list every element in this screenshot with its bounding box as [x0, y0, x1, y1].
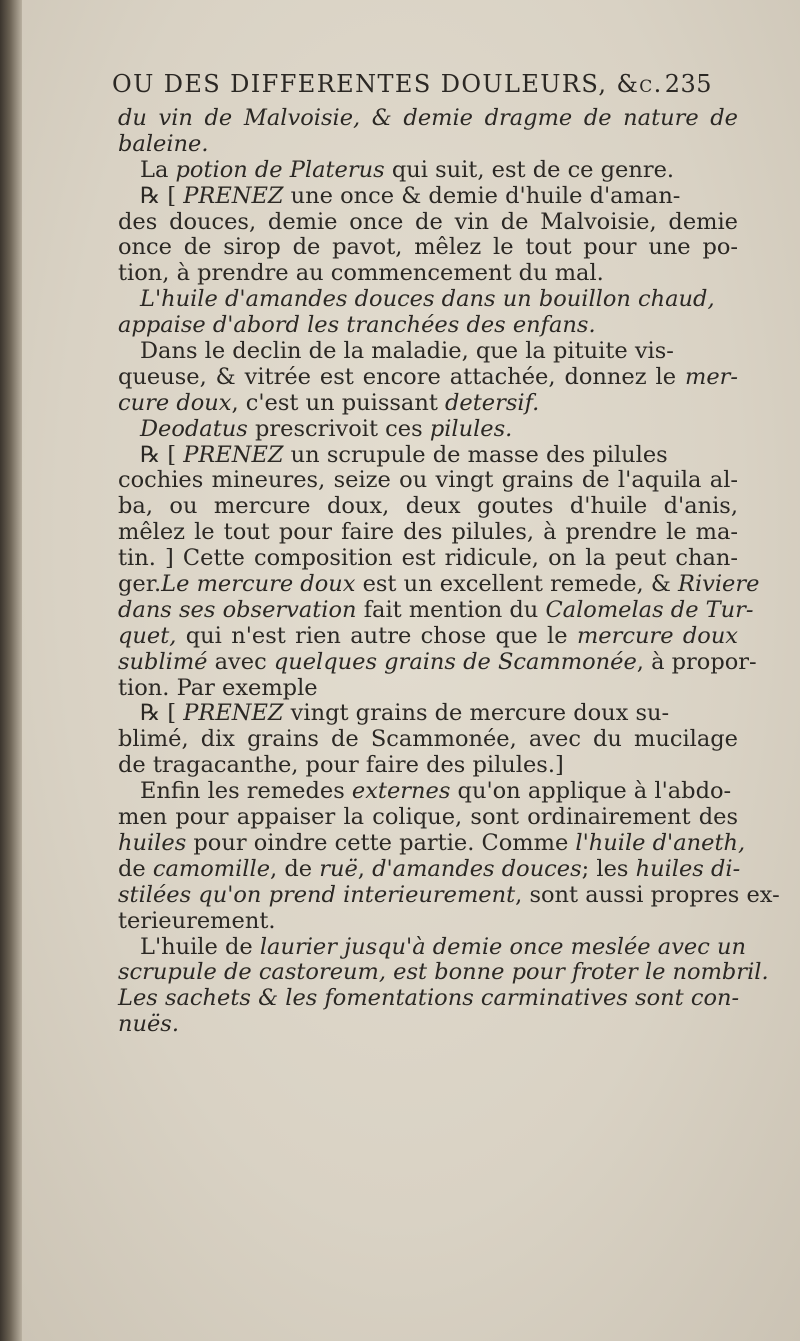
italic-run: cure doux — [118, 389, 232, 416]
italic-run: Deodatus — [140, 415, 248, 442]
text-line — [118, 158, 738, 184]
text-line — [118, 779, 738, 805]
roman-run: fait mention du — [356, 596, 546, 623]
text-line — [118, 881, 780, 909]
text-line — [118, 287, 738, 313]
text-line — [118, 855, 741, 883]
roman-run: , à propor- — [636, 648, 757, 675]
italic-run: d'amandes douces — [372, 855, 582, 882]
text-line — [118, 365, 738, 391]
italic-run: laurier jusqu'à demie once meslée avec un — [259, 933, 746, 960]
text-line — [118, 261, 738, 287]
text-line — [118, 596, 754, 624]
italic-run: huiles di- — [635, 855, 741, 882]
italic-run: Calomelas de Tur- — [545, 596, 754, 623]
text-line — [118, 443, 738, 469]
italic-run: quelques grains de Scammonée — [273, 648, 637, 675]
italic-run: appaise d'abord les tranchées des enfans. — [118, 312, 596, 339]
roman-run: de tragacanthe, pour faire des pilules.] — [118, 752, 564, 779]
italic-run: l'huile d'aneth, — [575, 829, 746, 856]
roman-run: , — [357, 855, 373, 882]
text-line — [118, 339, 738, 365]
roman-run: once de sirop de pavot, mêlez le tout pour une po- — [118, 234, 738, 261]
italic-run: huiles — [118, 829, 187, 856]
italic-run: scrupule de castoreum, est bonne pour froter le nombril. — [118, 959, 769, 986]
italic-run: baleine. — [118, 130, 209, 157]
roman-run: des douces, demie once de vin de Malvoisie, demie — [118, 208, 738, 235]
italic-run: du vin de Malvoisie, & demie dragme de nature de — [118, 105, 738, 131]
italic-run: stilées qu'on prend interieurement — [118, 881, 516, 908]
italic-run: Riviere — [678, 571, 760, 598]
italic-run: PRENEZ — [183, 700, 284, 727]
italic-run: Le mercure doux — [161, 571, 356, 598]
roman-run: pour oindre cette partie. Comme — [186, 829, 576, 856]
roman-run: vingt grains de mercure doux su- — [283, 700, 670, 727]
italic-run: mer- — [684, 363, 738, 390]
page-number: 235 — [664, 70, 712, 98]
italic-run: quet, — [118, 622, 177, 649]
page-header — [112, 70, 712, 98]
roman-run: ba, ou mercure doux, deux goutes d'huile d'anis, — [118, 493, 738, 520]
italic-run: sublimé — [118, 648, 208, 675]
text-line — [118, 210, 738, 236]
roman-run: cochies mineures, seize ou vingt grains de l'aquila al- — [118, 467, 738, 494]
roman-run: terieurement. — [118, 907, 276, 934]
text-line — [118, 571, 760, 598]
text-line — [118, 546, 738, 572]
italic-run: nuës. — [118, 1011, 179, 1038]
italic-run: ruë — [319, 855, 358, 882]
text-line — [118, 648, 757, 676]
italic-run: Les sachets & les fomentations carminatives sont con- — [118, 985, 740, 1012]
text-line — [118, 909, 738, 935]
roman-run: ℞ [ — [140, 700, 184, 727]
text-line — [118, 313, 738, 339]
text-line — [118, 727, 738, 753]
italic-run: mercure doux — [576, 622, 738, 649]
roman-run: mêlez le tout pour faire des pilules, à prendre le ma- — [118, 519, 738, 546]
roman-run: ger. — [118, 571, 162, 598]
text-line — [118, 676, 738, 702]
roman-run: tion, à prendre au commencement du mal. — [118, 260, 604, 287]
italic-run: dans ses observation — [118, 596, 357, 623]
text-line — [118, 701, 738, 727]
italic-run: L'huile d'amandes douces dans un bouillon chaud, — [140, 286, 715, 313]
text-line — [118, 132, 738, 158]
page-binding-edge — [0, 0, 22, 1341]
italic-run: PRENEZ — [183, 182, 284, 209]
roman-run: tion. Par exemple — [118, 674, 318, 701]
roman-run: ℞ [ — [140, 441, 184, 468]
text-line — [118, 417, 738, 443]
text-line — [118, 959, 769, 986]
italic-run: potion de Platerus — [175, 156, 385, 183]
roman-run: ℞ [ — [140, 182, 184, 209]
running-title: OU DES DIFFERENTES DOULEURS, &c. — [112, 70, 663, 98]
roman-run: prescrivoit ces — [247, 415, 430, 442]
roman-run: , sont aussi propres ex- — [515, 881, 780, 908]
roman-run: , c'est un puissant — [231, 389, 446, 416]
roman-run: qu'on applique à l'abdo- — [450, 778, 732, 805]
roman-run: ; les — [581, 855, 636, 882]
body-text — [118, 105, 780, 1038]
roman-run: avec — [207, 648, 274, 675]
text-line — [118, 184, 738, 210]
roman-run: L'huile de — [140, 933, 260, 960]
italic-run: camomille — [152, 855, 271, 882]
text-line — [118, 805, 738, 831]
italic-run: detersif. — [445, 389, 540, 416]
text-line — [118, 106, 738, 132]
text-line — [118, 933, 746, 961]
roman-run: une once & demie d'huile d'aman- — [283, 182, 681, 209]
text-line — [118, 753, 738, 779]
text-line — [118, 494, 738, 520]
roman-run: men pour appaiser la colique, sont ordinairement des — [118, 804, 738, 831]
italic-run: externes — [351, 778, 451, 805]
roman-run: un scrupule de masse des pilules — [283, 441, 668, 468]
roman-run: tin. ] Cette composition est ridicule, on la peut chan- — [118, 545, 738, 572]
text-line — [118, 986, 738, 1012]
roman-run: queuse, & vitrée est encore attachée, donnez le — [118, 363, 685, 390]
text-line — [118, 391, 738, 417]
text-line — [118, 468, 738, 494]
italic-run: PRENEZ — [183, 441, 284, 468]
roman-run: , de — [270, 855, 320, 882]
roman-run: Enfin les remedes — [140, 778, 352, 805]
roman-run: qui n'est rien autre chose que le — [176, 622, 577, 649]
roman-run: Dans le declin de la maladie, que la pituite vis- — [140, 338, 674, 365]
roman-run: blimé, dix grains de Scammonée, avec du mucilage — [118, 726, 738, 753]
roman-run: La — [140, 156, 176, 183]
text-line — [118, 1012, 738, 1038]
italic-run: pilules. — [429, 415, 513, 442]
text-line — [118, 624, 738, 650]
text-line — [118, 520, 738, 546]
roman-run: qui suit, est de ce genre. — [384, 156, 675, 183]
text-line — [118, 235, 738, 261]
roman-run: est un excellent remede, & — [355, 571, 679, 598]
text-line — [118, 829, 746, 857]
roman-run: de — [118, 855, 153, 882]
